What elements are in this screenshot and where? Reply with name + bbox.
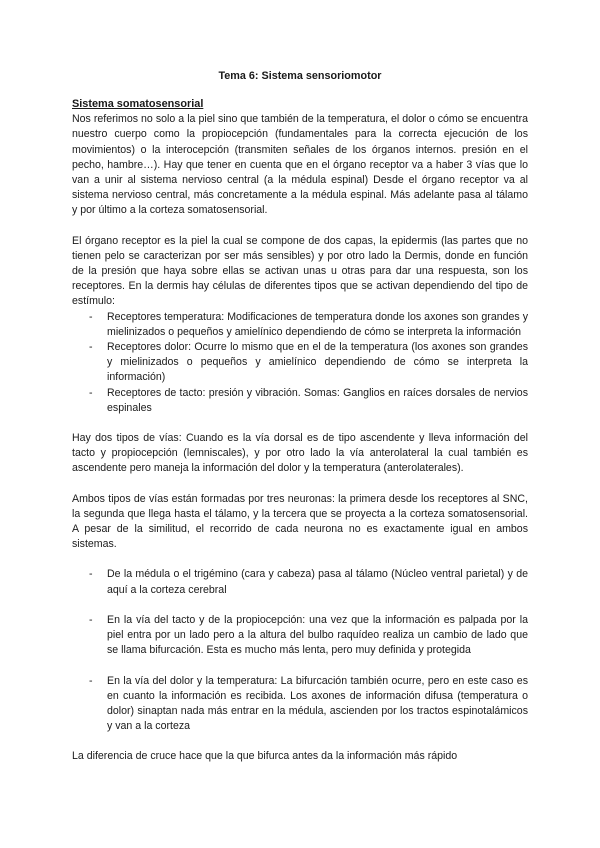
list-item: - Receptores de tacto: presión y vibración. Somas: Ganglios en raíces dorsales de nervios espinales	[89, 386, 528, 414]
receptor-list	[72, 310, 528, 416]
list-item: - De la médula o el trigémino (cara y cabeza) pasa al tálamo (Núcleo ventral parietal) y de aquí a la corteza cerebral	[89, 568, 528, 596]
page-title: Tema 6: Sistema sensoriomotor	[218, 70, 382, 82]
paragraph-intro: Nos referimos no solo a la piel sino que también de la temperatura, el dolor o cómo se encuentra nuestro cuerpo como la propiocepción (fundamentales para la correcta ejecución de los movimientos) o la interocepción (transmiten señales de los órganos internos. presión en el pecho, hambre…). Hay que tener en cuenta que en el órgano receptor va a haber 3 vías que lo van a unir al sistema nervioso central (a la médula espinal) Desde el órgano receptor va al sistema nervioso central, más concretamente a la médula espinal. Más adelante pasa al tálamo y por último a la corteza somatosensorial.	[72, 113, 528, 217]
section-heading: Sistema somatosensorial	[72, 98, 204, 111]
document-page	[72, 69, 528, 765]
list-item: - En la vía del dolor y la temperatura: La bifurcación también ocurre, pero en este caso es en cuanto la información es recibida. Los axones de información difusa (temperatura o dolor) sinaptan nada más entrar en la médula, ascienden por los tractos espinotalámicos y van a la corteza	[89, 674, 528, 733]
paragraph-skin: El órgano receptor es la piel la cual se compone de dos capas, la epidermis (las partes que no tienen pelo se caracterizan por ser más sensibles) y por otro lado la Dermis, donde en función de la presión que haya sobre ellas se activan unas u otras para dar una respuesta, son los receptores. En la dermis hay células de diferentes tipos que se activan dependiendo del tipo de estímulo:	[72, 234, 528, 308]
pathway-list	[72, 567, 528, 734]
paragraph-neurons: Ambos tipos de vías están formadas por tres neuronas: la primera desde los receptores al SNC, la segunda que llega hasta el tálamo, y la tercera que se proyecta a la corteza somatosensorial. A pesar de la similitud, el recorrido de cada neurona no es exactamente igual en ambos sistemas.	[72, 492, 528, 551]
paragraph-pathways: Hay dos tipos de vías: Cuando es la vía dorsal es de tipo ascendente y lleva información del tacto y propiocepción (lemniscales), y por otro lado la vía anterolateral la cual también es ascendente pero maneja la información del dolor y la temperatura (anterolaterales).	[72, 432, 528, 475]
paragraph-conclusion: La diferencia de cruce hace que la que bifurca antes da la información más rápido	[72, 750, 458, 763]
list-item: - Receptores temperatura: Modificaciones de temperatura donde los axones son grandes y mielinizados o pequeños y amielínico dependiendo de cómo se interpreta la información	[89, 310, 528, 338]
list-item: - Receptores dolor: Ocurre lo mismo que en el de la temperatura (los axones son grandes y mielinizados o pequeños y amielínico dependiendo de cómo se interpreta la información)	[89, 341, 528, 384]
list-item: - En la vía del tacto y de la propiocepción: una vez que la información es palpada por la piel entra por un lado pero a la altura del bulbo raquídeo realiza un cambio de lado que se llama bifurcación. Esta es mucho más lenta, pero muy definida y protegida	[89, 613, 528, 657]
